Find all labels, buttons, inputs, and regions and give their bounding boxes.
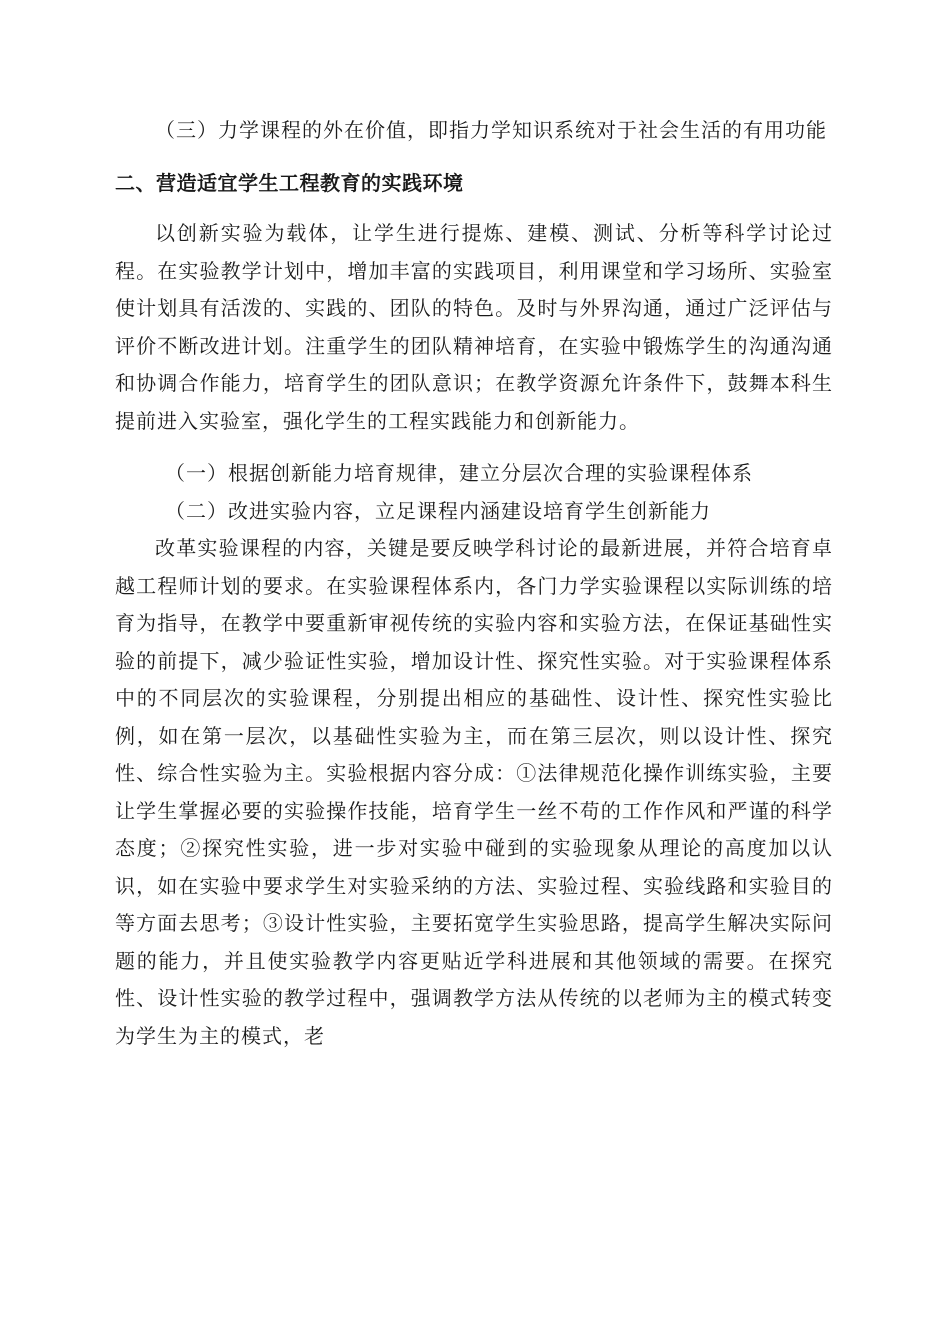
document-body: [115, 112, 833, 1055]
heading-practice-environment: 二、营造适宜学生工程教育的实践环境: [115, 170, 464, 195]
section-three-item: （三）力学课程的外在价值，即指力学知识系统对于社会生活的有用功能: [155, 118, 827, 142]
subheading-experiment-system: （一）根据创新能力培育规律，建立分层次合理的实验课程体系: [165, 461, 753, 485]
paragraph-reform: 改革实验课程的内容，关键是要反映学科讨论的最新进展，并符合培育卓越工程师计划的要求。在实验课程体系内，各门力学实验课程以实际训练的培育为指导，在教学中要重新审视传统的实验内容和实验方法，在保证基础性实验的前提下，减少验证性实验，增加设计性、探究性实验。对于实验课程体系中的不同层次的实验课程，分别提出相应的基础性、设计性、探究性实验比例，如在第一层次，以基础性实验为主，而在第三层次，则以设计性、探究性、综合性实验为主。实验根据内容分成：①法律规范化操作训练实验，主要让学生掌握必要的实验操作技能，培育学生一丝不苟的工作作风和严谨的科学态度；②探究性实验，进一步对实验中碰到的实验现象从理论的高度加以认识，如在实验中要求学生对实验采纳的方法、实验过程、实验线路和实验目的等方面去思考；③设计性实验，主要拓宽学生实验思路，提高学生解决实际问题的能力，并且使实验教学内容更贴近学科进展和其他领域的需要。在探究性、设计性实验的教学过程中，强调教学方法从传统的以老师为主的模式转变为学生为主的模式，老: [115, 536, 833, 1048]
subheading-experiment-content: （二）改进实验内容，立足课程内涵建设培育学生创新能力: [165, 498, 711, 523]
paragraph-practice: 以创新实验为载体，让学生进行提炼、建模、测试、分析等科学讨论过程。在实验教学计划中，增加丰富的实践项目，利用课堂和学习场所、实验室使计划具有活泼的、实践的、团队的特色。及时与外界沟通，通过广泛评估与评价不断改进计划。注重学生的团队精神培育，在实验中锻炼学生的沟通沟通和协调合作能力，培育学生的团队意识；在教学资源允许条件下，鼓舞本科生提前进入实验室，强化学生的工程实践能力和创新能力。: [115, 221, 833, 433]
